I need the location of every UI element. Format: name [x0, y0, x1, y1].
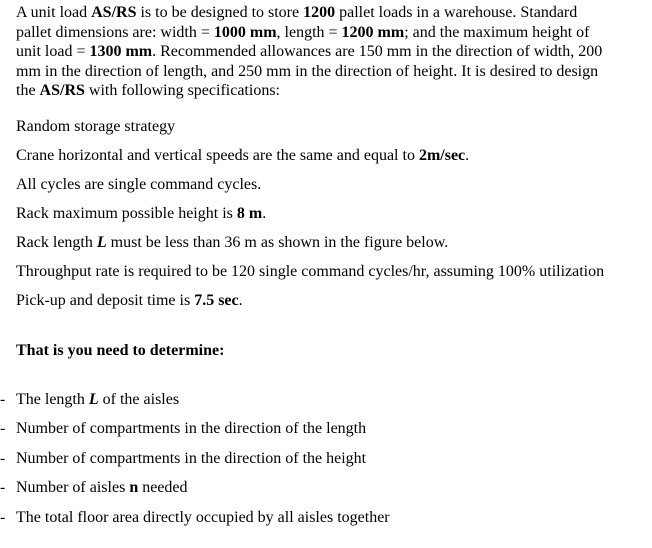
task-aisle-length: [0, 390, 179, 410]
task-number-of-aisles: [0, 478, 188, 498]
intro-line-4: [16, 62, 652, 82]
text: pallet dimensions are: width =: [16, 23, 214, 41]
text: .: [465, 147, 470, 164]
text: All cycles are single command cycles.: [16, 176, 262, 193]
spec-pickup-time: [16, 291, 243, 311]
intro-line-3: [16, 42, 652, 62]
text: A unit load: [16, 4, 92, 21]
bold-text: 1300 mm: [89, 43, 153, 60]
bullet-dash: -: [0, 450, 6, 467]
problem-statement: [16, 3, 652, 101]
text: Number of compartments in the direction of the height: [16, 450, 367, 467]
text: , length =: [276, 23, 342, 41]
bullet-dash: -: [0, 479, 6, 496]
text: . Recommended allowances are 150 mm in the direction of width, 200: [152, 43, 603, 60]
text: the: [16, 82, 40, 99]
section-heading: That is you need to determine:: [16, 342, 225, 359]
bold-text: 7.5 sec: [194, 292, 239, 309]
bullet-dash: -: [0, 509, 6, 526]
text: pallet loads in a warehouse. Standard: [335, 4, 578, 21]
bold-text: 1200 mm: [341, 23, 405, 41]
bold-text: 1200: [303, 4, 336, 21]
text: Number of aisles: [16, 479, 130, 496]
intro-line-5: [16, 81, 652, 101]
bold-text: AS/RS: [39, 82, 85, 99]
text: ; and the maximum height of: [404, 23, 590, 41]
spec-rack-height: [16, 204, 266, 224]
text: Crane horizontal and vertical speeds are the same and equal to: [16, 147, 419, 164]
bold-text: 1000 mm: [213, 23, 277, 41]
spec-cycles: [16, 175, 261, 195]
text: .: [262, 205, 267, 222]
bold-text: 8 m: [236, 205, 263, 222]
bold-text: n: [129, 479, 139, 496]
spec-random-storage: [16, 117, 175, 137]
spec-rack-length: [16, 233, 448, 253]
text: .: [238, 292, 243, 309]
text: Pick-up and deposit time is: [16, 292, 195, 309]
bullet-dash: -: [0, 420, 6, 437]
text: is to be designed to store: [136, 4, 304, 21]
text: Throughput rate is required to be 120 single command cycles/hr, assuming 100% utilization: [16, 263, 605, 280]
task-compartments-height: [0, 449, 366, 469]
text: Random storage strategy: [16, 118, 176, 135]
task-compartments-length: [0, 419, 366, 439]
text: must be less than 36 m as shown in the figure below.: [106, 234, 449, 251]
text: Rack length: [16, 234, 97, 251]
text: mm in the direction of length, and 250 mm in the direction of height. It is desired to design: [16, 62, 599, 80]
intro-line-1: [16, 3, 652, 23]
text: with following specifications:: [84, 82, 280, 99]
bullet-dash: -: [0, 391, 6, 408]
text: The total floor area directly occupied by all aisles together: [16, 509, 390, 526]
bold-text: 2m/sec: [418, 147, 466, 164]
spec-crane-speed: [16, 146, 469, 166]
italic-bold-text: L: [96, 234, 107, 251]
text: needed: [138, 479, 188, 496]
task-floor-area: [0, 508, 390, 528]
text: The length: [16, 391, 89, 408]
bold-text: AS/RS: [91, 4, 137, 21]
text: unit load =: [16, 43, 90, 60]
spec-throughput: [16, 262, 604, 282]
text: Rack maximum possible height is: [16, 205, 237, 222]
italic-bold-text: L: [88, 391, 99, 408]
text: of the aisles: [98, 391, 180, 408]
intro-line-2: [16, 23, 652, 43]
text: Number of compartments in the direction of the length: [16, 420, 367, 437]
